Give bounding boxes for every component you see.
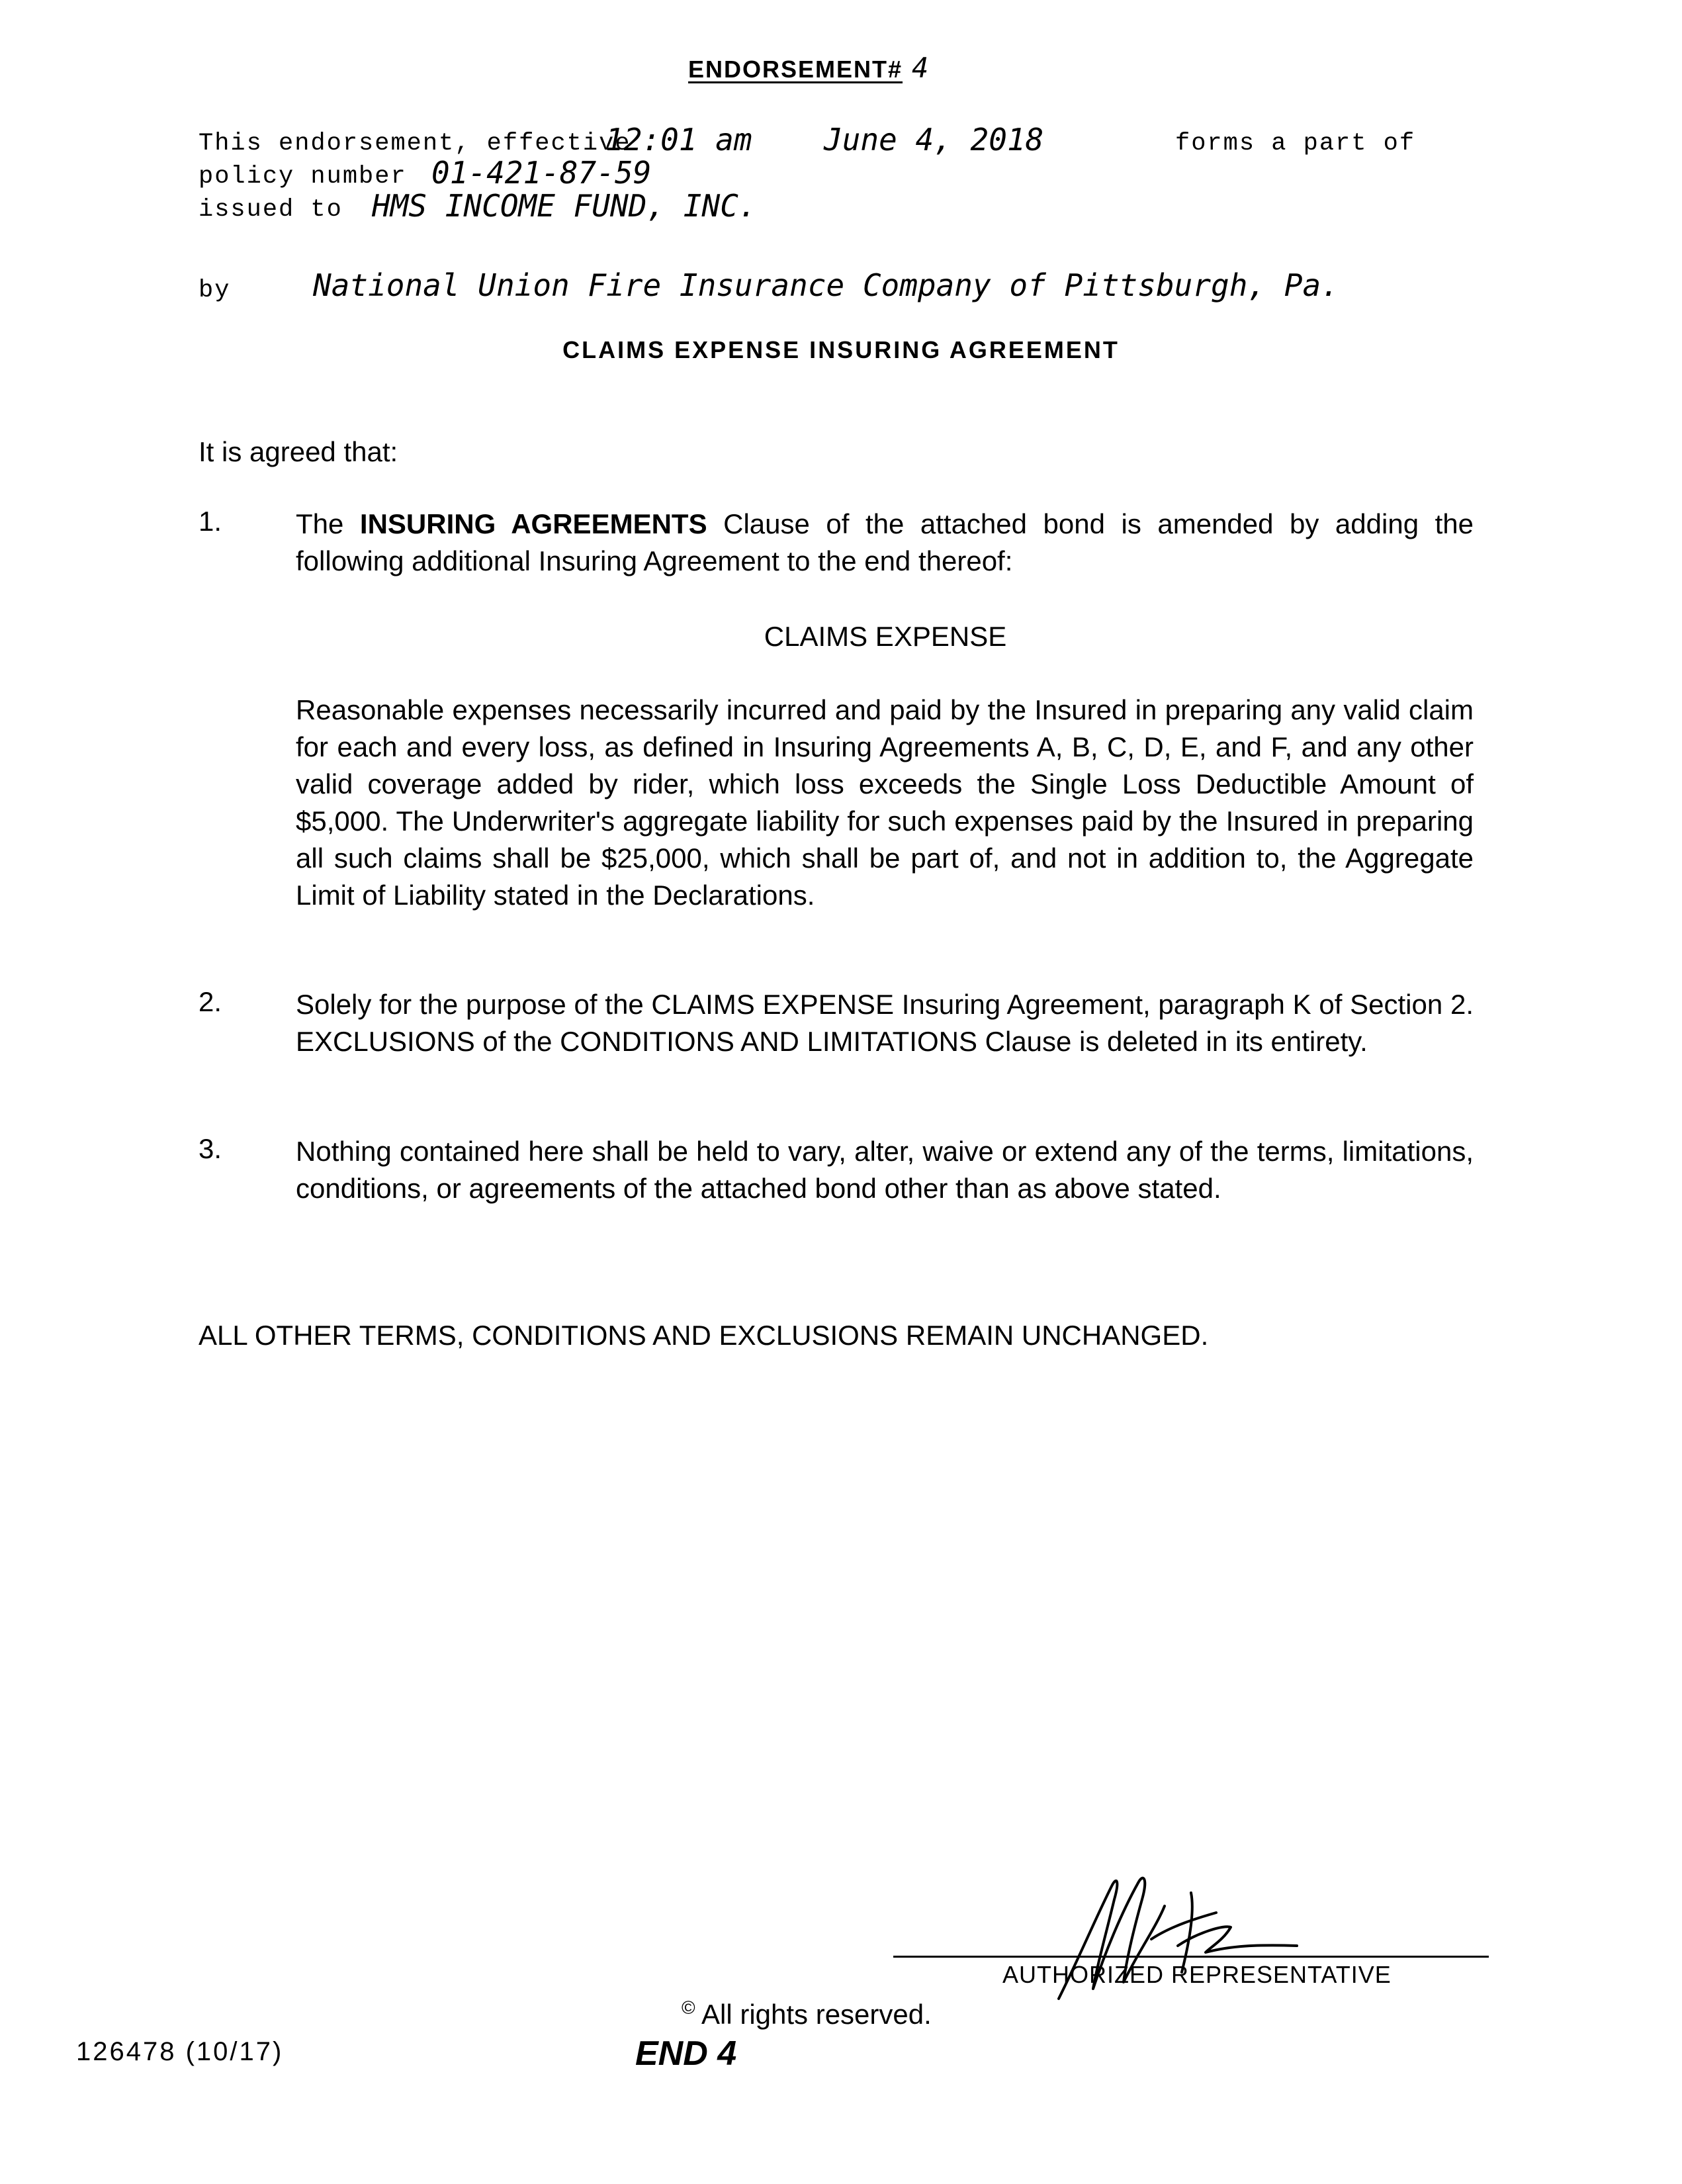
item-1-text-bold: INSURING AGREEMENTS [359,508,707,539]
item-1-text-before: The [296,508,360,539]
end-label: END 4 [635,2034,737,2073]
signature-line [893,1956,1489,1958]
item-2-text: Solely for the purpose of the CLAIMS EXPENSE Insuring Agreement, paragraph K of Section 2. EXCLUSIONS of the CONDITIONS AND LIMITATIONS Clause is deleted in its entirety. [296,989,1474,1057]
by-label: by [199,277,231,304]
intro-text: It is agreed that: [199,436,398,467]
rights-reserved-text: All rights reserved. [701,1999,932,2030]
item-1-number: 1. [199,506,222,537]
effective-date: June 4, 2018 [824,122,1044,158]
item-2-number: 2. [199,986,222,1017]
closing-statement: ALL OTHER TERMS, CONDITIONS AND EXCLUSIONS REMAIN UNCHANGED. [199,1320,1209,1351]
policy-number: 01-421-87-59 [431,155,652,191]
claims-expense-text: Reasonable expenses necessarily incurred and paid by the Insured in preparing any valid claim for each and every loss, as defined in Insuring Agreements A, B, C, D, E, and F, and any other valid coverage added by rider, which loss exceeds the Single Loss Deductible Amount of $5,000. The Underwriter's aggregate liability for such expenses paid by the Insured in preparing all such claims shall be $25,000, which shall be part of, and not in addition to, the Aggregate Limit of Liability stated in the Declarations. [296,694,1474,911]
item-1-text [296,506,1474,580]
copyright-symbol: © [682,1997,695,2018]
endorsement-number: 4 [912,52,930,84]
item-3-text: Nothing contained here shall be held to vary, alter, waive or extend any of the terms, limitations, conditions, or agreements of the attached bond other than as above stated. [296,1136,1474,1204]
endorsement-heading [688,52,930,84]
document-title: CLAIMS EXPENSE INSURING AGREEMENT [562,336,1120,363]
claims-expense-subheading: CLAIMS EXPENSE [764,621,1007,652]
insurer-name: National Union Fire Insurance Company of Pittsburgh, Pa. [313,267,1339,303]
endorsement-label: ENDORSEMENT# [688,56,903,83]
policy-number-label: policy number [199,163,407,191]
authorized-representative-label: AUTHORIZED REPRESENTATIVE [1002,1961,1392,1988]
item-1-text-after: Clause of the attached bond is amended by adding the following additional Insuring Agreement to the end thereof: [296,508,1474,576]
issued-to-label: issued to [199,196,343,224]
insured-name: HMS INCOME FUND, INC. [372,188,757,224]
item-3-number: 3. [199,1133,222,1164]
effective-prefix: This endorsement, effective [199,130,631,158]
forms-part-label: forms a part of [1175,130,1416,158]
effective-time: 12:01 am [605,122,752,158]
copyright-line [682,1997,932,2030]
form-number: 126478 (10/17) [76,2037,284,2066]
